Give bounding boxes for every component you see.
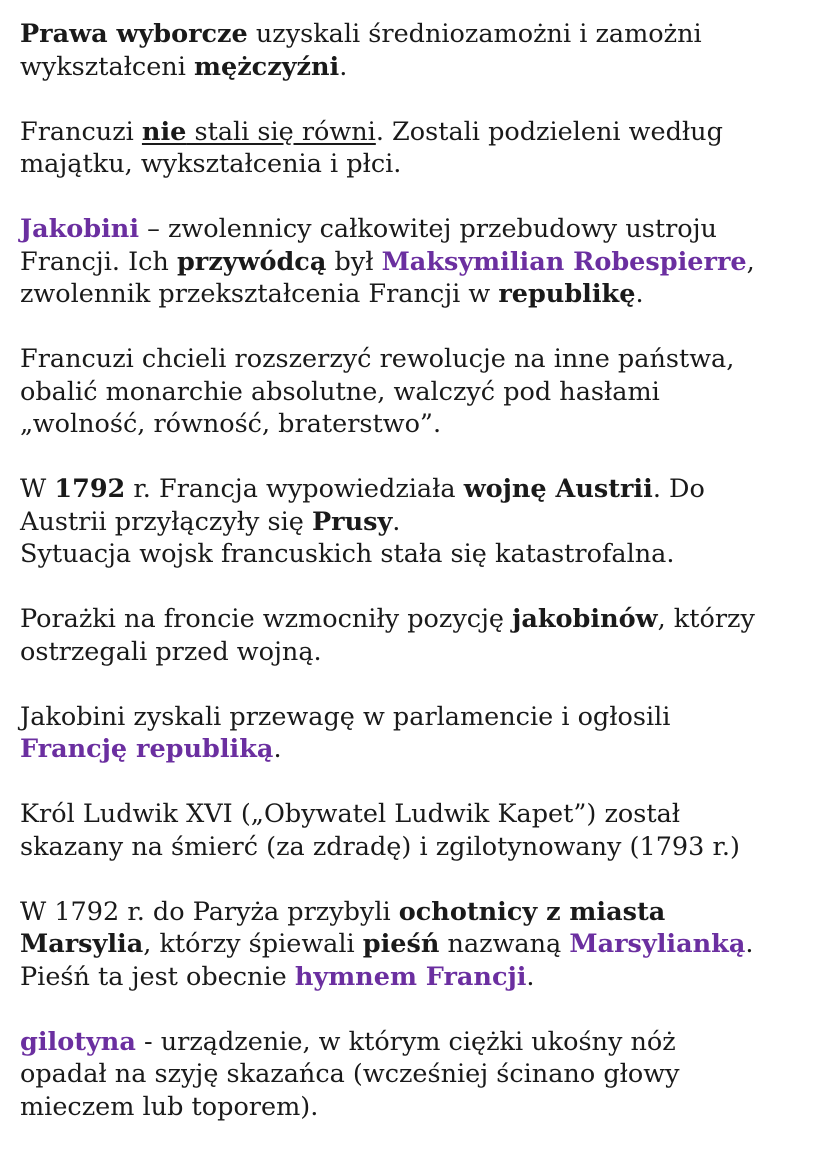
paragraph-defeats [20,603,820,668]
bold-term: Prusy [311,506,393,537]
underlined-phrase [142,117,376,147]
text-line [20,733,820,766]
text-line: „wolność, równość, braterstwo”. [20,409,442,439]
text-run: W 1792 r. do Paryża przybyli [20,896,399,927]
text-run: stali się równi [186,116,376,147]
bold-term: pieśń [362,929,440,959]
text-line [20,701,820,734]
text-run: Austrii przyłączyły się [20,506,312,537]
text-run: – zwolennicy całkowitej przebudowy ustroju [139,214,717,244]
text-run: . [745,929,754,959]
paragraph-jacobins [20,213,820,311]
bold-term: Prawa wyborcze [20,19,248,49]
text-line [20,116,820,149]
text-run: wykształceni [20,51,194,82]
text-run: W [20,474,55,504]
text-run: opadał na szyję skazańca (wcześniej ścinano głowy [20,1059,680,1089]
text-run: . [526,961,535,992]
text-run: Sytuacja wojsk francuskich stała się katastrofalna. [20,539,675,569]
paragraph-king-execution [20,798,820,863]
text-line [20,506,820,539]
text-line: skazany na śmierć (za zdradę) i zgilotynowany (1793 r.) [20,831,740,862]
paragraph-marseillaise [20,896,820,994]
text-run: Francji. Ich [20,246,177,277]
paragraph-inequality [20,116,820,181]
text-run: . [273,734,282,764]
key-term: gilotyna [20,1026,136,1057]
text-run: majątku, wykształcenia i płci. [20,149,402,179]
text-line [20,603,820,636]
text-run: . Do [652,474,705,504]
text-line [20,961,820,994]
text-run: . [392,506,401,537]
text-line: Król Ludwik XVI („Obywatel Ludwik Kapet”) został [20,799,681,829]
text-run: , którzy śpiewali [143,929,363,959]
key-term: hymnem Francji [294,961,527,992]
paragraph-war-1792 [20,473,820,571]
paragraph-republic [20,701,820,766]
text-line [20,636,820,669]
text-run: . [635,279,644,309]
text-line [20,213,820,246]
text-line [20,278,820,311]
bold-term: przywódcą [176,246,327,277]
text-line [20,1026,820,1059]
bold-term: ochotnicy z miasta [398,896,666,927]
text-run: Jakobini zyskali przewagę w parlamencie i ogłosili [20,701,671,732]
text-run: Francuzi [20,116,142,147]
text-run: r. Francja wypowiedziała [125,474,464,504]
text-line [20,18,820,51]
text-run: nazwaną [439,929,570,959]
key-term: Francję republiką [20,734,274,764]
text-line [20,928,820,961]
text-line: Francuzi chcieli rozszerzyć rewolucje na inne państwa, [20,344,735,374]
bold-term: 1792 [54,474,126,504]
text-run: - urządzenie, w którym ciężki ukośny nóż [135,1026,676,1057]
text-run: . [339,51,348,82]
text-run: mieczem lub toporem). [20,1091,319,1122]
bold-term: wojnę Austrii [463,474,653,504]
bold-term: republikę [498,279,636,309]
text-run: ostrzegali przed wojną. [20,636,322,667]
text-line [20,148,820,181]
text-run: , którzy [657,604,755,634]
text-run: Porażki na froncie wzmocniły pozycję [20,604,513,634]
bold-term: Marsylia [20,929,144,959]
text-line [20,246,820,279]
bold-term: jakobinów [512,604,658,634]
document-page [20,18,820,1156]
text-run: Pieśń ta jest obecnie [20,961,295,992]
key-term: Marsylianką [569,929,746,959]
text-line [20,896,820,929]
text-run: . Zostali podzieleni według [375,116,723,147]
text-run: był [326,246,382,277]
text-line [20,51,820,84]
text-line: obalić monarchie absolutne, walczyć pod hasłami [20,376,660,407]
key-term: Jakobini [20,214,140,244]
bold-term: nie [141,116,187,147]
bold-term: mężczyźni [193,51,340,82]
paragraph-revolution-spread [20,343,820,441]
paragraph-guillotine [20,1026,820,1124]
text-run: , [746,246,755,277]
text-line [20,538,820,571]
key-term: Maksymilian Robespierre [381,246,747,277]
paragraph-voting-rights [20,18,820,83]
text-run: uzyskali średniozamożni i zamożni [247,19,702,49]
text-line [20,1058,820,1091]
text-run: zwolennik przekształcenia Francji w [20,279,499,309]
text-line [20,473,820,506]
text-line [20,1091,820,1124]
